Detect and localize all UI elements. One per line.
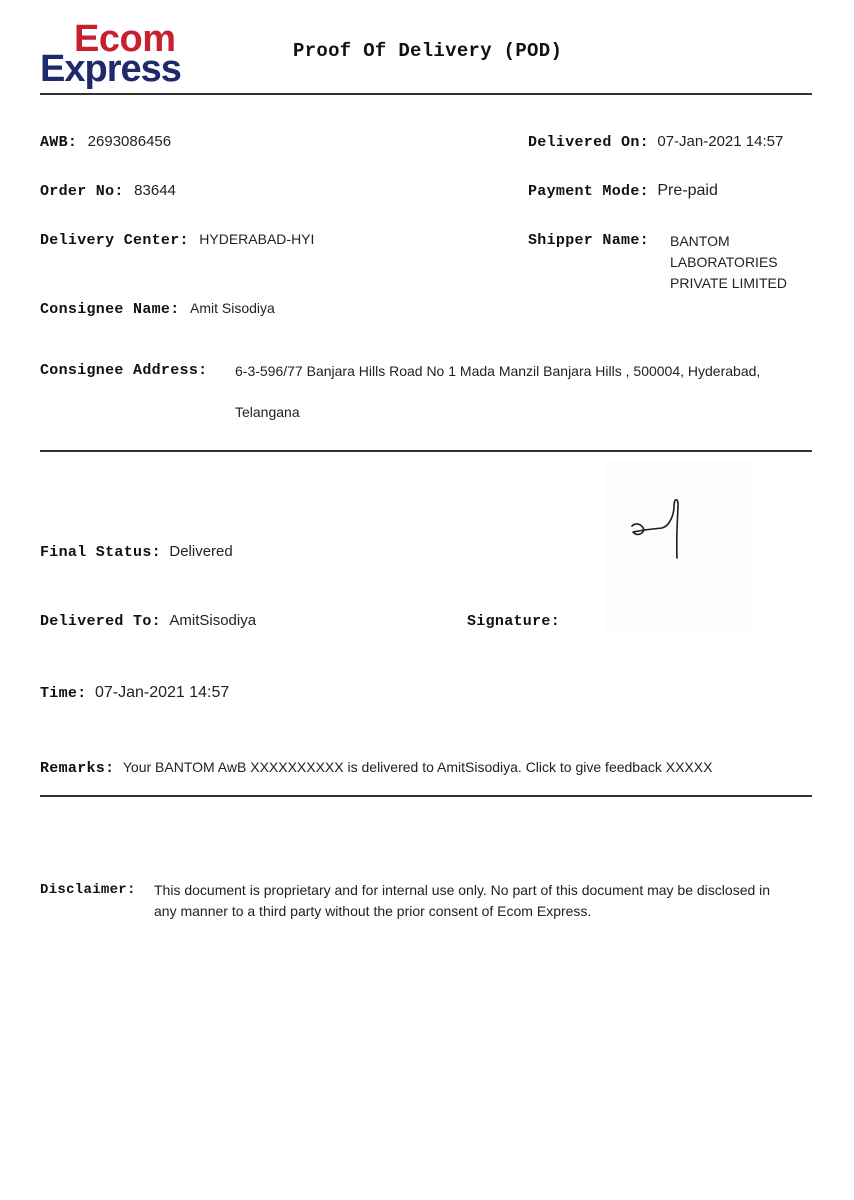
remarks-label: Remarks:	[40, 760, 115, 777]
delivered-on-row	[528, 133, 783, 151]
consignee-row	[40, 300, 275, 318]
shipper-name-line: PRIVATE LIMITED	[670, 275, 787, 291]
logo-express-text: Express	[40, 48, 181, 90]
order-label: Order No:	[40, 183, 124, 200]
payment-value: Pre-paid	[657, 182, 718, 199]
delivered-to-row	[40, 612, 256, 630]
address-value	[235, 361, 760, 422]
remarks-value: Your BANTOM AwB XXXXXXXXXX is delivered to AmitSisodiya. Click to give feedback XXXXX	[122, 759, 713, 775]
delivered-on-label: Delivered On:	[528, 134, 649, 151]
disclaimer-label: Disclaimer:	[40, 882, 136, 898]
shipper-name	[670, 231, 787, 294]
payment-row	[528, 182, 718, 200]
footer-divider	[40, 795, 812, 797]
delivered-on-value: 07-Jan-2021 14:57	[657, 133, 784, 150]
final-status-row	[40, 543, 233, 561]
payment-label: Payment Mode:	[528, 183, 649, 200]
final-status-label: Final Status:	[40, 544, 161, 561]
delivery-center-row	[40, 231, 314, 249]
awb-row	[40, 133, 171, 151]
shipper-name-line: BANTOM	[670, 233, 730, 249]
disclaimer-label-wrap	[40, 880, 136, 898]
delivery-center-label: Delivery Center:	[40, 232, 189, 249]
awb-value: 2693086456	[87, 133, 172, 150]
shipper-label: Shipper Name:	[528, 232, 649, 249]
disclaimer-line: This document is proprietary and for internal use only. No part of this document may be disclosed in	[154, 882, 771, 898]
shipper-name-line: LABORATORIES	[670, 254, 778, 270]
final-status-value: Delivered	[169, 543, 233, 560]
shipper-label-wrap	[528, 231, 649, 249]
delivery-center-value: HYDERABAD-HYI	[199, 231, 315, 247]
time-label: Time:	[40, 685, 87, 702]
page-title: Proof Of Delivery (POD)	[293, 40, 563, 62]
order-row	[40, 182, 176, 200]
delivered-to-label: Delivered To:	[40, 613, 161, 630]
handwritten-signature	[606, 462, 752, 632]
address-line: 6-3-596/77 Banjara Hills Road No 1 Mada Manzil Banjara Hills , 500004, Hyderabad,	[235, 363, 761, 379]
disclaimer-line: any manner to a third party without the prior consent of Ecom Express.	[154, 903, 592, 919]
order-value: 83644	[134, 182, 176, 199]
consignee-value: Amit Sisodiya	[189, 300, 275, 316]
header-divider	[40, 93, 812, 95]
logo-ecom-text: Ecom	[74, 18, 176, 60]
awb-label: AWB:	[40, 134, 78, 151]
consignee-label: Consignee Name:	[40, 301, 180, 318]
delivered-to-value: AmitSisodiya	[169, 612, 257, 629]
ecom-express-logo	[40, 18, 190, 92]
signature-image	[606, 462, 752, 632]
remarks-row	[40, 759, 712, 777]
signature-label: Signature:	[467, 613, 561, 630]
time-row	[40, 684, 229, 702]
address-label-wrap	[40, 361, 207, 379]
address-label: Consignee Address:	[40, 362, 208, 379]
signature-label-wrap	[467, 612, 560, 630]
section-divider	[40, 450, 812, 452]
disclaimer-text	[154, 880, 804, 922]
address-line: Telangana	[235, 404, 300, 420]
time-value: 07-Jan-2021 14:57	[94, 684, 230, 701]
